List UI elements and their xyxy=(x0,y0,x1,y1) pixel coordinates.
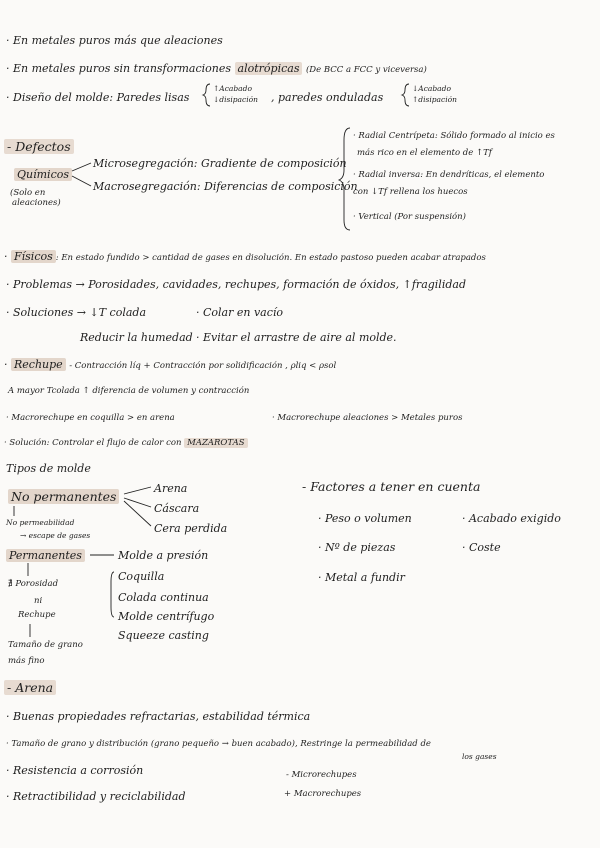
perm-rechupe: Rechupe xyxy=(18,610,56,620)
perm-ni: ni xyxy=(34,596,43,606)
rechupe-macro-aleaciones: · Macrorechupe aleaciones > Metales puros xyxy=(272,413,463,423)
intro-line-pure-metals: · En metales puros más que aleaciones xyxy=(6,34,223,47)
vertical-segregation: · Vertical (Por suspensión) xyxy=(353,212,466,222)
factor-metal: · Metal a fundir xyxy=(318,571,405,584)
rechupe-solucion: · Solución: Controlar el flujo de calor con MAZAROTAS xyxy=(4,438,248,448)
fisicos-problemas: · Problemas → Porosidades, cavidades, rechupes, formación de óxidos, ↑fragilidad xyxy=(6,278,466,291)
note-solo-en: (Solo en xyxy=(10,188,46,198)
radial-centripeta-line2: más rico en el elemento de ↑Tf xyxy=(357,148,492,158)
molde-colada-continua: Colada continua xyxy=(118,591,209,604)
arena-tamano-grano: · Tamaño de grano y distribución (grano pequeño → buen acabado), Restringe la permeabilidad de xyxy=(6,739,431,749)
label-permanentes: Permanentes xyxy=(6,549,85,562)
factor-coste: · Coste xyxy=(462,541,501,554)
heading-arena: - Arena xyxy=(4,681,56,694)
molde-centrifugo: Molde centrífugo xyxy=(118,610,215,623)
arrow-to-micro xyxy=(72,163,91,171)
arena-retractibilidad: · Retractibilidad y reciclabilidad xyxy=(6,790,186,803)
fisicos-description: : En estado fundido > cantidad de gases en disolución. En estado pastoso pueden acabar atrapados xyxy=(55,253,486,263)
fisicos-colar-vacio: · Colar en vacío xyxy=(196,306,284,319)
arrow-to-arena xyxy=(124,487,151,494)
intro-allotropic-prefix: · En metales puros sin transformaciones xyxy=(6,62,232,75)
brace-smooth-dissipation: ↓disipación xyxy=(213,95,258,104)
note-escape-gases: → escape de gases xyxy=(20,531,91,540)
intro-line-mold-design: · Diseño del molde: Paredes lisas xyxy=(6,91,190,104)
perm-mas-fino: más fino xyxy=(8,656,45,666)
perm-tamano-grano: Tamaño de grano xyxy=(8,640,83,650)
fisicos-line: · Físicos : En estado fundido > cantidad de gases en disolución. En estado pastoso pueden acabar atrapados xyxy=(4,250,486,263)
molde-presion: Molde a presión xyxy=(118,549,209,562)
intro-wavy-walls: , paredes onduladas xyxy=(271,91,384,104)
highlight-allotropic: alotrópicas xyxy=(235,62,303,75)
heading-defectos: - Defectos xyxy=(4,140,74,153)
radial-inversa-line2: con ↓Tf rellena los huecos xyxy=(353,187,468,197)
label-rechupe: Rechupe xyxy=(11,358,66,371)
brace-perm-molds xyxy=(111,572,114,617)
note-no-permeabilidad: No permeabilidad xyxy=(6,518,75,527)
label-fisicos: Físicos xyxy=(11,250,56,263)
molde-squeeze: Squeeze casting xyxy=(118,629,209,642)
arena-propiedades: · Buenas propiedades refractarias, estabilidad térmica xyxy=(6,710,311,723)
factor-acabado: · Acabado exigido xyxy=(462,512,561,525)
rechupe-mayor-tcolada: A mayor Tcolada ↑ diferencia de volumen y contracción xyxy=(8,386,250,396)
note-aleaciones: aleaciones) xyxy=(12,198,61,208)
fisicos-soluciones: · Soluciones → ↓T colada xyxy=(6,306,147,319)
brace-wavy-finish: ↓Acabado xyxy=(412,84,451,93)
fisicos-evitar-aire: · Evitar el arrastre de aire al molde. xyxy=(196,331,397,344)
brace-smooth-finish: ↑Acabado xyxy=(213,84,252,93)
brace-radial xyxy=(339,128,350,230)
intro-allotropic-note: (De BCC a FCC y viceversa) xyxy=(305,65,427,75)
brace-left-b xyxy=(402,84,409,106)
arena-microrechupes: - Microrechupes xyxy=(286,770,357,780)
macrosegregation: Macrosegregación: Diferencias de composición xyxy=(93,180,358,193)
arena-macrorechupes: + Macrorechupes xyxy=(284,789,362,799)
molde-coquilla: Coquilla xyxy=(118,570,165,583)
radial-centripeta-line1: · Radial Centrípeta: Sólido formado al inicio es xyxy=(353,131,555,141)
intro-line-allotropic xyxy=(6,62,427,75)
radial-inversa-line1: · Radial inversa: En dendríticas, el elemento xyxy=(353,170,545,180)
molde-arena: Arena xyxy=(154,482,188,495)
label-quimicos: Químicos xyxy=(14,168,72,181)
heading-factores: - Factores a tener en cuenta xyxy=(302,479,481,494)
heading-tipos-molde: Tipos de molde xyxy=(6,462,91,475)
arena-los-gases: los gases xyxy=(462,752,497,761)
label-no-permanentes: No permanentes xyxy=(8,490,119,503)
rechupe-macro-coquilla: · Macrorechupe en coquilla > en arena xyxy=(6,413,175,423)
arena-resistencia: · Resistencia a corrosión xyxy=(6,764,144,777)
arrow-to-macro xyxy=(72,176,91,186)
fisicos-reducir-humedad: Reducir la humedad xyxy=(80,331,193,344)
microsegregation: Microsegregación: Gradiente de composición xyxy=(93,157,347,170)
brace-left-a xyxy=(203,84,210,106)
rechupe-definition: - Contracción líq + Contracción por solidificación , ρliq < ρsol xyxy=(69,361,337,371)
molde-cascara: Cáscara xyxy=(154,502,200,515)
arrow-to-cascara xyxy=(124,498,151,507)
arrow-to-cera xyxy=(124,501,151,526)
highlight-mazarotas: MAZAROTAS xyxy=(184,438,247,448)
factor-peso: · Peso o volumen xyxy=(318,512,412,525)
rechupe-line: · Rechupe - Contracción líq + Contracción por solidificación , ρliq < ρsol xyxy=(4,358,337,371)
molde-cera-perdida: Cera perdida xyxy=(154,522,228,535)
brace-wavy-dissipation: ↑disipación xyxy=(412,95,457,104)
factor-piezas: · Nº de piezas xyxy=(318,541,396,554)
perm-porosidad: ∄ Porosidad xyxy=(8,579,59,589)
